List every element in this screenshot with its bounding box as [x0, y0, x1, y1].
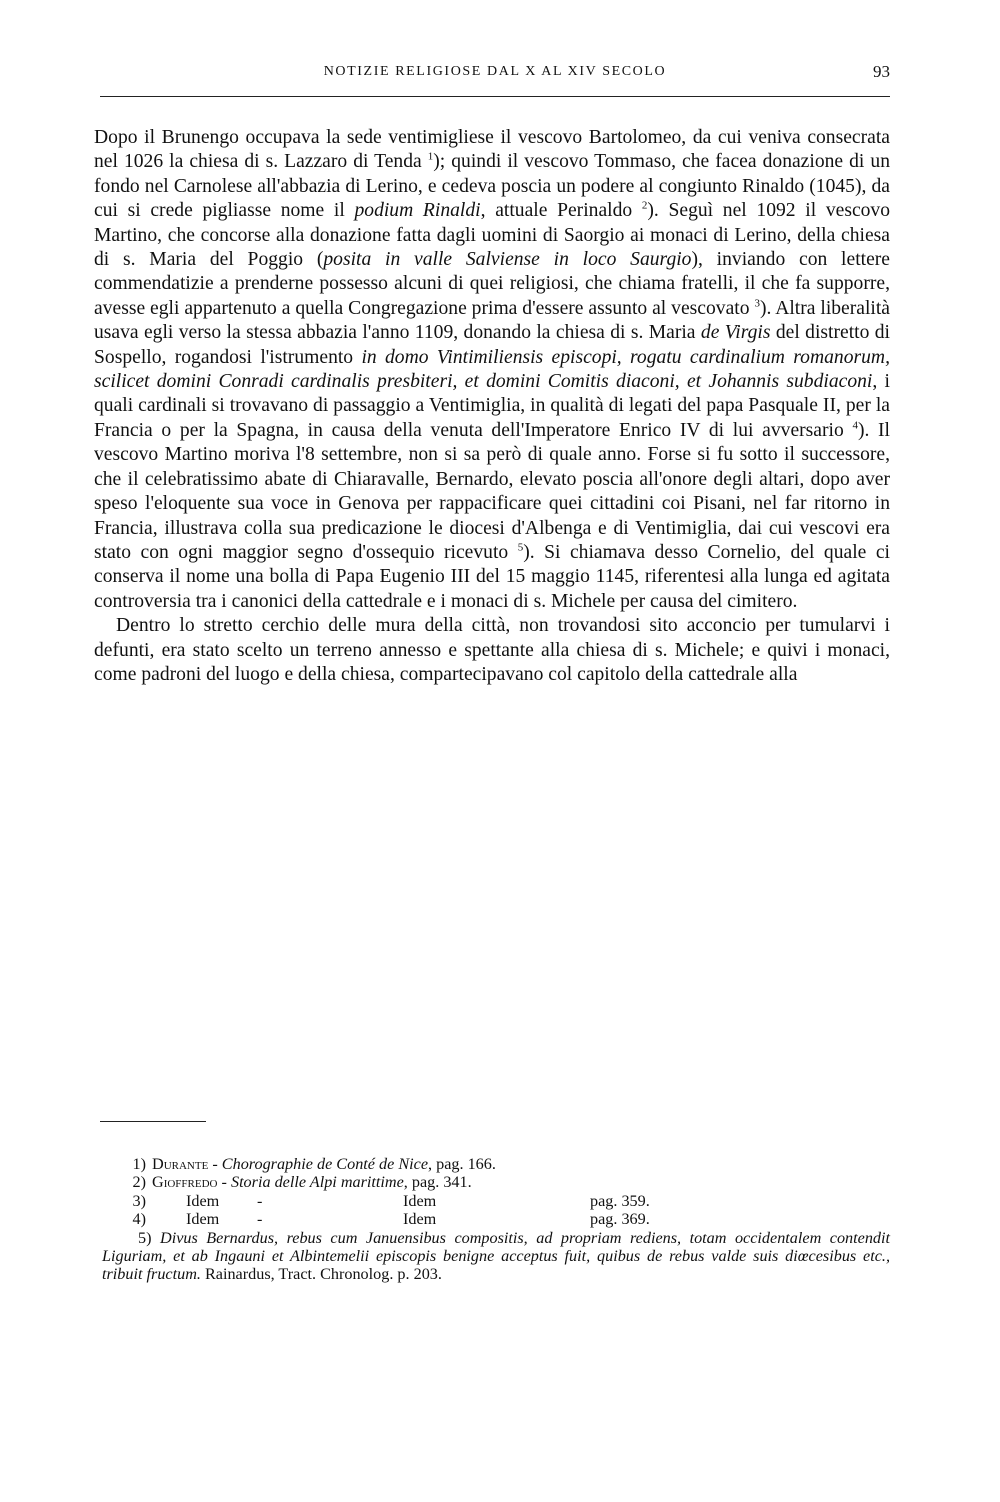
- running-head: [100, 62, 890, 86]
- footnote-quotation: Divus Bernardus, rebus cum Januensibus compositis, ad propriam rediens, totam occidentalem contendit Liguriam, et ab Ingauni et Albintemelii episcopis benigne acceptus fuit, quibus de rebus valde suis diœcesibus etc., tribuit fructum.: [102, 1228, 891, 1284]
- footnote-ref-4: 4: [852, 419, 858, 432]
- footnote-title: Storia delle Alpi marittime: [230, 1173, 404, 1192]
- footnote-5: 5) Divus Bernardus, rebus cum Januensibus compositis, ad propriam rediens, totam occidentalem contendit Liguriam, et ab Ingauni et Albintemelii episcopis benigne acceptus fuit, quibus de rebus valde suis diœcesibus etc., tribuit fructum. Rainardus, Tract. Chronolog. p. 203.: [102, 1228, 891, 1284]
- footnotes: [102, 1155, 890, 1284]
- footnote-ref-3: 3: [754, 297, 760, 310]
- page-number: 93: [873, 62, 890, 81]
- footnote-ref-2: 2: [641, 199, 648, 212]
- footnote-4: 4) Idem - Idem pag. 369.: [132, 1210, 650, 1229]
- footnote-author: Gioffredo: [152, 1173, 218, 1192]
- italic-phrase: de Virgis: [700, 322, 771, 344]
- header-rule: [100, 96, 890, 97]
- footnote-author: Durante: [152, 1155, 209, 1173]
- italic-quotation: in domo Vintimiliensis episcopi, rogatu cardinalium romanorum, scilicet domini Conradi cardinalis presbiteri, et domini Comitis diaconi, et Johannis subdiaconi: [94, 346, 890, 393]
- italic-phrase: podium Rinaldi: [354, 200, 481, 222]
- paragraph-1: Dopo il Brunengo occupava la sede ventimigliese il vescovo Bartolomeo, da cui veniva consecrata nel 1026 la chiesa di s. Lazzaro di Tenda $^1$); quindi il vescovo Tommaso, che facea donazione di un fondo nel Carnolese all'abbazia di Lerino, e cedeva poscia un podere al congiunto Rinaldo (1045), da cui si crede pigliasse nome il podium Rinaldi, attuale Perinaldo $^2$). Seguì nel 1092 il vescovo Martino, che concorse alla donazione fatta dagli uomini di Saorgio ai monaci di Lerino, della chiesa di s. Maria del Poggio (posita in valle Salviense in loco Saurgio), inviando con lettere commendatizie a prenderne possesso alcuni di quei religiosi, che chiama fratelli, il che fa supporre, avesse egli appartenuto a quella Congregazione prima d'essere assunto al vescovato $^3$). Altra liberalità usava egli verso la stessa abbazia l'anno 1109, donando la chiesa di s. Maria de Virgis del distretto di Sospello, rogandosi l'istrumento in domo Vintimiliensis episcopi, rogatu cardinalium romanorum, scilicet domini Conradi cardinalis presbiteri, et domini Comitis diaconi, et Johannis subdiaconi, i quali cardinali si trovavano di passaggio a Ventimiglia, in qualità di legati del papa Pasquale II, per la Francia o per la Spagna, in causa della venuta dell'Imperatore Enrico IV di lui avversario $^4$). Il vescovo Martino moriva l'8 settembre, non si sa però di quale anno. Forse si fu sotto il successore, che il celebratissimo abate di Chiaravalle, Bernardo, elevato poscia all'onore degli altari, dopo aver speso l'eloquente sua voce in Genova per rappacificare quei cittadini coi Pisani, nel far ritorno in Francia, illustrava colla sua predicazione le diocesi d'Albenga e di Ventimiglia, dai cui vescovi era stato con ogni maggior segno d'ossequio ricevuto $^5$). Si chiamava desso Cornelio, del quale ci conserva il nome una bolla di Papa Eugenio III del 15 maggio 1145, riferentesi alla lunga ed agitata controversia tra i canonici della cattedrale e i monaci di s. Michele per causa del cimitero.: [94, 127, 891, 612]
- paragraph-2: Dentro lo stretto cerchio delle mura della città, non trovandosi sito acconcio per tumularvi i defunti, era stato scelto un terreno annesso e spettante alla chiesa di s. Michele; e quivi i monaci, come padroni del luogo e della chiesa, compartecipavano col capitolo della cattedrale alla: [94, 615, 890, 685]
- italic-phrase: posita in valle Salviense in loco Saurgio: [323, 249, 692, 271]
- running-title: NOTIZIE RELIGIOSE DAL X AL XIV SECOLO: [323, 64, 667, 79]
- footnote-3: 3) Idem - Idem pag. 359.: [132, 1191, 650, 1210]
- footnote-ref-5: 5: [517, 541, 524, 554]
- footnote-ref-1: 1: [427, 150, 434, 163]
- footnote-2: 2) Gioffredo - Storia delle Alpi marittime, pag. 341.: [132, 1173, 472, 1192]
- main-text: [94, 126, 890, 687]
- footnote-rule: [100, 1121, 206, 1122]
- footnote-1: 1) Durante - Chorographie de Conté de Nice, pag. 166.: [132, 1155, 496, 1173]
- footnote-title: Chorographie de Conté de Nice: [221, 1155, 429, 1173]
